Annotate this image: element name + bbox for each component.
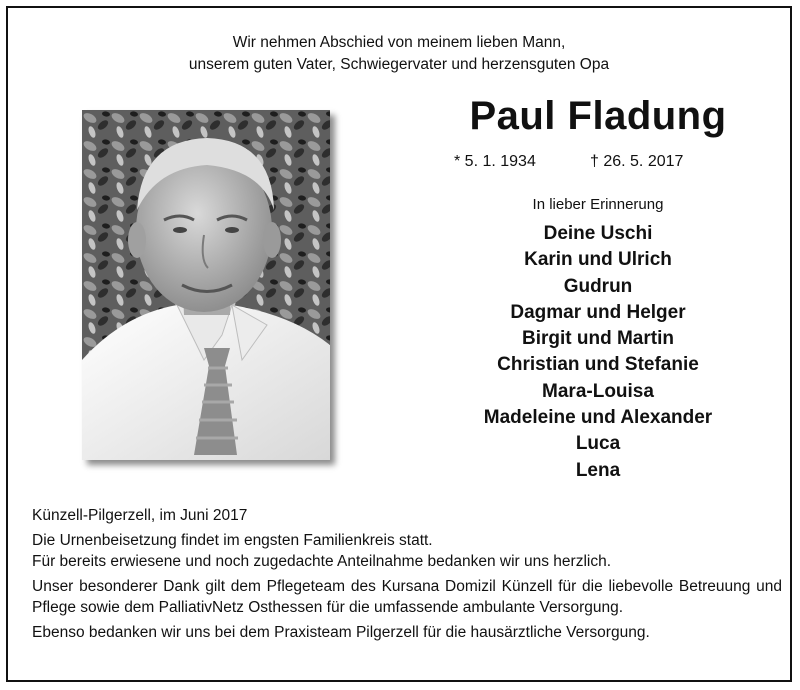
mourner-name: Birgit und Martin	[522, 328, 674, 350]
obituary-frame	[6, 6, 792, 682]
general-thanks: Für bereits erwiesene und noch zugedachte Anteilnahme bedanken wir uns herzlich.	[32, 553, 612, 570]
intro-line-2: unserem guten Vater, Schwiegervater und herzensguten Opa	[188, 56, 610, 73]
mourner-name: Deine Uschi	[543, 223, 653, 244]
intro-line-1: Wir nehmen Abschied von meinem lieben Mann,	[232, 34, 566, 51]
footer-text	[32, 505, 782, 643]
intro-text	[8, 32, 790, 76]
doctor-thanks: Ebenso bedanken wir uns bei dem Praxisteam Pilgerzell für die hausärztliche Versorgung.	[32, 624, 650, 641]
care-thanks: Unser besonderer Dank gilt dem Pflegeteam des Kursana Domizil Künzell für die liebevolle Betreuung und Pflege sowie dem PalliativNetz Osthessen für die umfassende ambulante Versorgung.	[32, 578, 782, 616]
mourners-list	[408, 221, 788, 484]
birth-date: * 5. 1. 1934	[454, 153, 536, 170]
place-date: Künzell-Pilgerzell, im Juni 2017	[32, 507, 248, 524]
mourner-name: Lena	[575, 459, 621, 481]
mourner-name: Madeleine und Alexander	[483, 407, 713, 429]
death-date: † 26. 5. 2017	[590, 153, 684, 170]
mourner-name: Christian und Stefanie	[497, 354, 699, 376]
memory-label: In lieber Erinnerung	[532, 196, 664, 213]
portrait-illustration	[82, 110, 330, 460]
mourner-name: Dagmar und Helger	[510, 301, 686, 323]
mourner-name: Mara-Louisa	[542, 380, 654, 402]
portrait-photo	[82, 110, 330, 460]
mourner-name: Gudrun	[563, 275, 633, 297]
mourner-name: Karin und Ulrich	[524, 249, 672, 271]
deceased-name: Paul Fladung	[469, 94, 727, 138]
burial-notice: Die Urnenbeisetzung findet im engsten Familienkreis statt.	[32, 532, 433, 549]
mourner-name: Luca	[575, 433, 621, 455]
